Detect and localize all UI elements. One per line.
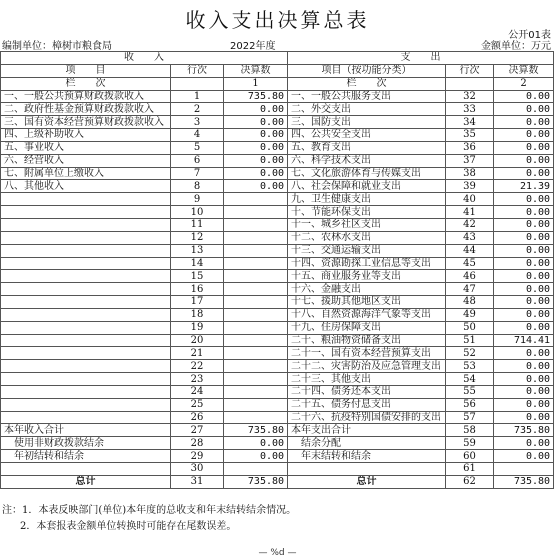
income-rowno-cell: 4 xyxy=(171,129,224,142)
expense-item-cell: 八、社会保障和就业支出 xyxy=(288,180,446,193)
income-rowno-cell: 27 xyxy=(171,424,224,437)
income-item-cell xyxy=(1,373,171,386)
income-amount-cell xyxy=(224,360,288,373)
income-rowno-cell: 18 xyxy=(171,308,224,321)
table-row xyxy=(1,296,554,309)
expense-item-cell: 一、一般公共服务支出 xyxy=(288,90,446,103)
expense-rowno-cell: 48 xyxy=(446,296,494,309)
income-amount-cell xyxy=(224,206,288,219)
expense-column-blank xyxy=(446,77,494,90)
table-row xyxy=(1,283,554,296)
expense-item-cell xyxy=(288,463,446,476)
expense-item-cell: 十七、援助其他地区支出 xyxy=(288,296,446,309)
table-row xyxy=(1,180,554,193)
income-amount-cell xyxy=(224,257,288,270)
expense-item-cell: 十六、金融支出 xyxy=(288,283,446,296)
page-footer: — %d — xyxy=(258,548,297,558)
income-item-cell: 一、一般公共预算财政拨款收入 xyxy=(1,90,171,103)
income-rowno-cell: 25 xyxy=(171,398,224,411)
expense-item-cell: 二十四、债务还本支出 xyxy=(288,385,446,398)
income-rowno-cell: 9 xyxy=(171,193,224,206)
expense-rowno-cell: 32 xyxy=(446,90,494,103)
expense-item-cell: 二十、粮油物资储备支出 xyxy=(288,334,446,347)
income-rowno-cell: 12 xyxy=(171,231,224,244)
expense-rowno-cell: 37 xyxy=(446,154,494,167)
expense-item-cell: 六、科学技术支出 xyxy=(288,154,446,167)
income-amount-cell xyxy=(224,283,288,296)
income-item-cell xyxy=(1,321,171,334)
expense-amount-cell: 0.00 xyxy=(494,167,554,180)
expense-amount-cell: 0.00 xyxy=(494,321,554,334)
income-item-cell xyxy=(1,463,171,476)
expense-amount-cell: 735.80 xyxy=(494,475,554,488)
income-amount-cell xyxy=(224,373,288,386)
income-item-cell xyxy=(1,206,171,219)
expense-amount-cell: 0.00 xyxy=(494,206,554,219)
table-row xyxy=(1,103,554,116)
table-row xyxy=(1,270,554,283)
income-amount-cell xyxy=(224,193,288,206)
income-item-cell xyxy=(1,334,171,347)
expense-amount-cell: 0.00 xyxy=(494,193,554,206)
income-column-label: 栏 次 xyxy=(1,77,171,90)
table-row xyxy=(1,398,554,411)
expense-rowno-cell: 54 xyxy=(446,373,494,386)
income-item-cell: 总计 xyxy=(1,475,171,488)
income-item-cell xyxy=(1,296,171,309)
income-rowno-cell: 23 xyxy=(171,373,224,386)
income-amount-cell xyxy=(224,231,288,244)
table-row xyxy=(1,321,554,334)
table-row xyxy=(1,231,554,244)
income-rowno-cell: 17 xyxy=(171,296,224,309)
income-item-cell: 八、其他收入 xyxy=(1,180,171,193)
income-item-cell xyxy=(1,398,171,411)
income-amount-cell xyxy=(224,321,288,334)
income-item-cell: 使用非财政拨款结余 xyxy=(1,437,171,450)
income-item-cell: 四、上级补助收入 xyxy=(1,129,171,142)
table-row xyxy=(1,129,554,142)
income-rowno-cell: 30 xyxy=(171,463,224,476)
income-rowno-cell: 8 xyxy=(171,180,224,193)
income-amount-cell: 0.00 xyxy=(224,450,288,463)
expense-amount-cell: 0.00 xyxy=(494,154,554,167)
expense-amount-cell: 0.00 xyxy=(494,360,554,373)
expense-amount-cell: 0.00 xyxy=(494,347,554,360)
expense-rowno-cell: 47 xyxy=(446,283,494,296)
income-rowno-cell: 28 xyxy=(171,437,224,450)
income-item-cell xyxy=(1,270,171,283)
note-2: 2．本套报表金额单位转换时可能存在尾数误差。 xyxy=(20,521,237,532)
income-amount-cell: 0.00 xyxy=(224,103,288,116)
income-rowno-cell: 13 xyxy=(171,244,224,257)
expense-item-cell: 二十二、灾害防治及应急管理支出 xyxy=(288,360,446,373)
expense-rowno-cell: 41 xyxy=(446,206,494,219)
income-rowno-cell: 15 xyxy=(171,270,224,283)
expense-rowno-cell: 51 xyxy=(446,334,494,347)
expense-amount-cell: 0.00 xyxy=(494,90,554,103)
expense-rowno-cell: 52 xyxy=(446,347,494,360)
expense-rowno-cell: 42 xyxy=(446,218,494,231)
income-rowno-cell: 7 xyxy=(171,167,224,180)
expense-item-cell: 二十六、抗疫特别国债安排的支出 xyxy=(288,411,446,424)
table-row xyxy=(1,424,554,437)
expense-amount-cell: 0.00 xyxy=(494,398,554,411)
expense-rowno-cell: 57 xyxy=(446,411,494,424)
income-item-cell: 年初结转和结余 xyxy=(1,450,171,463)
table-row xyxy=(1,206,554,219)
expense-amount-cell xyxy=(494,463,554,476)
expense-rowno-cell: 56 xyxy=(446,398,494,411)
income-item-cell xyxy=(1,231,171,244)
table-row xyxy=(1,450,554,463)
income-amount-cell xyxy=(224,244,288,257)
expense-rowno-cell: 55 xyxy=(446,385,494,398)
expense-amount-cell: 0.00 xyxy=(494,385,554,398)
table-body xyxy=(1,90,554,488)
expense-item-cell: 十一、城乡社区支出 xyxy=(288,218,446,231)
expense-amount-cell: 0.00 xyxy=(494,283,554,296)
expense-amount-cell: 0.00 xyxy=(494,373,554,386)
income-amount-cell: 0.00 xyxy=(224,167,288,180)
table-row xyxy=(1,437,554,450)
income-amount-cell xyxy=(224,296,288,309)
income-amount-cell xyxy=(224,463,288,476)
income-amount-cell xyxy=(224,334,288,347)
income-amount-cell: 0.00 xyxy=(224,129,288,142)
income-amount-cell xyxy=(224,218,288,231)
income-item-header: 项 目 xyxy=(1,64,171,77)
income-rowno-cell: 6 xyxy=(171,154,224,167)
expense-item-cell: 五、教育支出 xyxy=(288,141,446,154)
table-row xyxy=(1,475,554,488)
table-row xyxy=(1,244,554,257)
income-item-cell xyxy=(1,244,171,257)
income-amount-cell: 0.00 xyxy=(224,154,288,167)
income-item-cell xyxy=(1,360,171,373)
expense-amount-cell: 0.00 xyxy=(494,116,554,129)
income-header: 收 入 xyxy=(1,52,288,65)
income-rowno-cell: 16 xyxy=(171,283,224,296)
table-row xyxy=(1,218,554,231)
expense-item-cell: 十二、农林水支出 xyxy=(288,231,446,244)
income-rowno-cell: 1 xyxy=(171,90,224,103)
expense-rowno-cell: 60 xyxy=(446,450,494,463)
income-amount-cell: 735.80 xyxy=(224,475,288,488)
income-amount-cell xyxy=(224,308,288,321)
income-rowno-cell: 5 xyxy=(171,141,224,154)
notes xyxy=(2,503,296,535)
income-item-cell xyxy=(1,347,171,360)
income-item-cell xyxy=(1,385,171,398)
table-row xyxy=(1,308,554,321)
income-amount-header: 决算数 xyxy=(224,64,288,77)
expense-rowno-cell: 46 xyxy=(446,270,494,283)
expense-amount-cell: 0.00 xyxy=(494,270,554,283)
income-item-cell: 七、附属单位上缴收入 xyxy=(1,167,171,180)
income-rowno-cell: 26 xyxy=(171,411,224,424)
expense-rowno-cell: 49 xyxy=(446,308,494,321)
income-amount-cell xyxy=(224,270,288,283)
income-amount-cell xyxy=(224,347,288,360)
table-row xyxy=(1,463,554,476)
page-title: 收入支出决算总表 xyxy=(185,8,370,32)
expense-item-cell: 二十一、国有资本经营预算支出 xyxy=(288,347,446,360)
income-rowno-cell: 22 xyxy=(171,360,224,373)
expense-item-cell: 十九、住房保障支出 xyxy=(288,321,446,334)
expense-rowno-cell: 36 xyxy=(446,141,494,154)
expense-rowno-cell: 44 xyxy=(446,244,494,257)
expense-item-cell: 十四、资源勘探工业信息等支出 xyxy=(288,257,446,270)
table-row xyxy=(1,116,554,129)
expense-item-cell: 三、国防支出 xyxy=(288,116,446,129)
expense-rowno-cell: 35 xyxy=(446,129,494,142)
expense-amount-cell: 0.00 xyxy=(494,244,554,257)
income-rowno-cell: 19 xyxy=(171,321,224,334)
income-rowno-cell: 11 xyxy=(171,218,224,231)
table-row xyxy=(1,141,554,154)
expense-rowno-cell: 33 xyxy=(446,103,494,116)
expense-amount-cell: 0.00 xyxy=(494,296,554,309)
income-item-cell xyxy=(1,218,171,231)
expense-amount-cell: 714.41 xyxy=(494,334,554,347)
expense-rowno-cell: 40 xyxy=(446,193,494,206)
reporting-unit: 编制单位：樟树市粮食局 xyxy=(2,41,112,52)
expense-amount-cell: 735.80 xyxy=(494,424,554,437)
income-item-cell xyxy=(1,308,171,321)
income-amount-cell: 0.00 xyxy=(224,141,288,154)
income-item-cell xyxy=(1,411,171,424)
expense-rowno-cell: 38 xyxy=(446,167,494,180)
note-1: 注：1．本表反映部门(单位)本年度的总收支和年末结转结余情况。 xyxy=(2,505,297,516)
income-amount-cell xyxy=(224,398,288,411)
expense-amount-cell: 21.39 xyxy=(494,180,554,193)
expense-rowno-cell: 39 xyxy=(446,180,494,193)
expense-amount-cell: 0.00 xyxy=(494,218,554,231)
income-rowno-header: 行次 xyxy=(171,64,224,77)
income-rowno-cell: 29 xyxy=(171,450,224,463)
expense-rowno-cell: 58 xyxy=(446,424,494,437)
income-amount-cell: 735.80 xyxy=(224,424,288,437)
expense-rowno-cell: 43 xyxy=(446,231,494,244)
expense-item-cell: 本年支出合计 xyxy=(288,424,446,437)
expense-column-label: 栏 次 xyxy=(288,77,446,90)
expense-amount-cell: 0.00 xyxy=(494,103,554,116)
expense-item-cell: 年末结转和结余 xyxy=(288,450,446,463)
income-rowno-cell: 20 xyxy=(171,334,224,347)
income-item-cell: 本年收入合计 xyxy=(1,424,171,437)
expense-rowno-cell: 45 xyxy=(446,257,494,270)
income-item-cell xyxy=(1,193,171,206)
expense-amount-cell: 0.00 xyxy=(494,257,554,270)
income-rowno-cell: 3 xyxy=(171,116,224,129)
expense-header: 支 出 xyxy=(288,52,554,65)
expense-amount-cell: 0.00 xyxy=(494,231,554,244)
expense-item-cell: 十三、交通运输支出 xyxy=(288,244,446,257)
fiscal-year: 2022年度 xyxy=(230,41,276,52)
expense-item-cell: 九、卫生健康支出 xyxy=(288,193,446,206)
meta-row xyxy=(0,37,555,51)
table-row xyxy=(1,257,554,270)
expense-rowno-cell: 59 xyxy=(446,437,494,450)
expense-item-cell: 结余分配 xyxy=(288,437,446,450)
expense-column-number: 2 xyxy=(494,77,554,90)
table-row xyxy=(1,167,554,180)
table-row xyxy=(1,347,554,360)
table-row xyxy=(1,360,554,373)
table-row xyxy=(1,90,554,103)
expense-rowno-cell: 34 xyxy=(446,116,494,129)
expense-item-cell: 七、文化旅游体育与传媒支出 xyxy=(288,167,446,180)
expense-amount-cell: 0.00 xyxy=(494,450,554,463)
expense-item-cell: 总计 xyxy=(288,475,446,488)
table-row xyxy=(1,373,554,386)
expense-item-cell: 十八、自然资源海洋气象等支出 xyxy=(288,308,446,321)
table-row xyxy=(1,193,554,206)
expense-rowno-cell: 61 xyxy=(446,463,494,476)
income-item-cell xyxy=(1,257,171,270)
expense-amount-cell: 0.00 xyxy=(494,129,554,142)
expense-amount-header: 决算数 xyxy=(494,64,554,77)
table-row xyxy=(1,154,554,167)
expense-amount-cell: 0.00 xyxy=(494,411,554,424)
income-rowno-cell: 10 xyxy=(171,206,224,219)
income-amount-cell xyxy=(224,385,288,398)
expense-amount-cell: 0.00 xyxy=(494,437,554,450)
income-amount-cell: 0.00 xyxy=(224,116,288,129)
expense-item-header: 项目（按功能分类） xyxy=(288,64,446,77)
income-column-blank xyxy=(171,77,224,90)
income-column-number: 1 xyxy=(224,77,288,90)
form-number: 公开01表 xyxy=(508,30,551,41)
expense-item-cell: 二、外交支出 xyxy=(288,103,446,116)
income-item-cell: 三、国有资本经营预算财政拨款收入 xyxy=(1,116,171,129)
income-rowno-cell: 24 xyxy=(171,385,224,398)
expense-item-cell: 二十三、其他支出 xyxy=(288,373,446,386)
table-row xyxy=(1,334,554,347)
income-rowno-cell: 2 xyxy=(171,103,224,116)
expense-rowno-cell: 50 xyxy=(446,321,494,334)
expense-item-cell: 四、公共安全支出 xyxy=(288,129,446,142)
expense-rowno-cell: 53 xyxy=(446,360,494,373)
income-rowno-cell: 14 xyxy=(171,257,224,270)
income-amount-cell xyxy=(224,411,288,424)
table-row xyxy=(1,385,554,398)
income-amount-cell: 0.00 xyxy=(224,180,288,193)
income-item-cell: 五、事业收入 xyxy=(1,141,171,154)
expense-item-cell: 二十五、债务付息支出 xyxy=(288,398,446,411)
expense-amount-cell: 0.00 xyxy=(494,141,554,154)
expense-item-cell: 十五、商业服务业等支出 xyxy=(288,270,446,283)
income-item-cell: 六、经营收入 xyxy=(1,154,171,167)
expense-item-cell: 十、节能环保支出 xyxy=(288,206,446,219)
summary-table xyxy=(0,51,554,489)
expense-rowno-cell: 62 xyxy=(446,475,494,488)
income-item-cell xyxy=(1,283,171,296)
expense-amount-cell: 0.00 xyxy=(494,308,554,321)
income-item-cell: 二、政府性基金预算财政拨款收入 xyxy=(1,103,171,116)
income-rowno-cell: 21 xyxy=(171,347,224,360)
money-unit: 金额单位：万元 xyxy=(481,41,551,52)
income-amount-cell: 735.80 xyxy=(224,90,288,103)
expense-rowno-header: 行次 xyxy=(446,64,494,77)
table-row xyxy=(1,411,554,424)
income-rowno-cell: 31 xyxy=(171,475,224,488)
income-amount-cell: 0.00 xyxy=(224,437,288,450)
